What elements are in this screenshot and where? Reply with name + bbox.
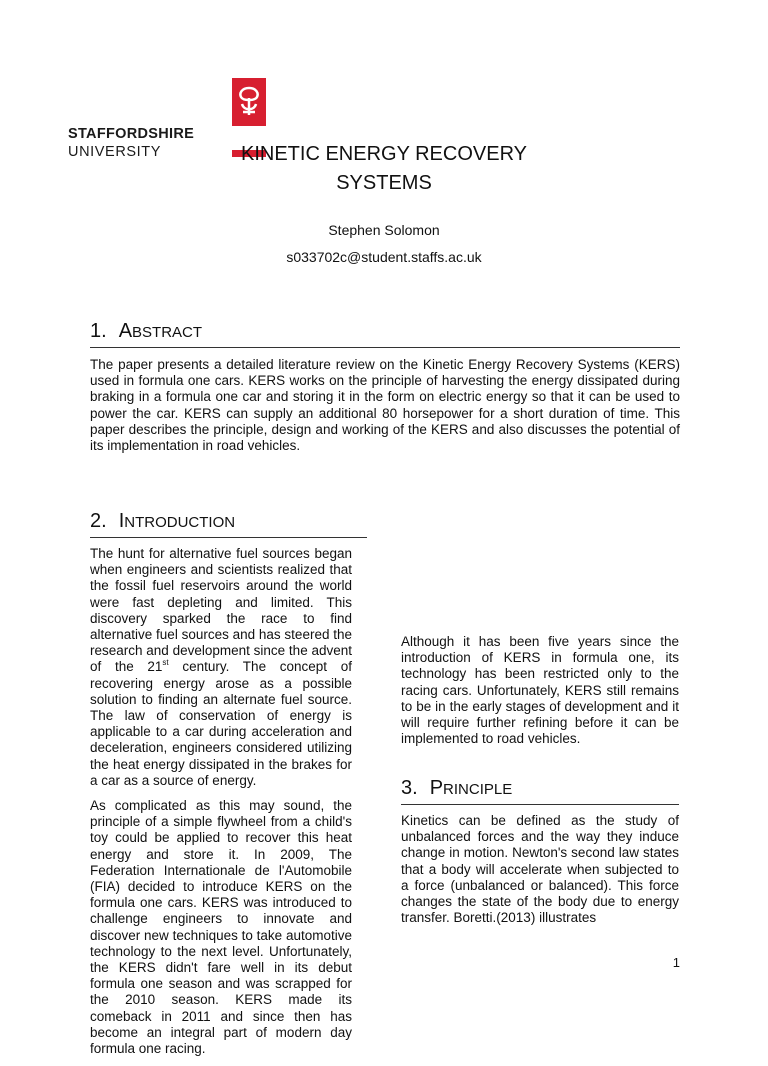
title-line-1: KINETIC ENERGY RECOVERY (241, 143, 527, 165)
abstract-heading (90, 320, 680, 348)
intro-p1-after: century. The concept of recovering energy arose as a possible solution to finding an alternate fuel source. The law of conservation of energy is applicable to a car during acceleration and deceleration, engineers considered utilizing the heat energy dissipated in the brakes for a car as a source of energy. (90, 659, 352, 788)
logo-name: STAFFORDSHIRE (68, 126, 195, 142)
principle-cap: P (429, 777, 444, 799)
page-number: 1 (672, 955, 680, 970)
introduction-paragraph-3: Although it has been five years since the introduction of KERS in formula one, its technology has been restricted only to the racing cars. Unfortunately, KERS still remains to be in the early stages of development and it will require further refining before it can be implemented to road vehicles. (401, 634, 679, 747)
logo-university: UNIVERSITY (68, 144, 162, 160)
introduction-body-left (90, 546, 352, 1066)
author-email: s033702c@student.staffs.ac.uk (286, 249, 482, 265)
title-line-2: SYSTEMS (336, 172, 432, 194)
introduction-paragraph-1 (90, 546, 352, 789)
intro-p1-sup: st (162, 658, 169, 668)
principle-paragraph: Kinetics can be defined as the study of unbalanced forces and the way they induce change in motion. Newton's second law states that a body will accelerate when subjected to a force (unbalanced or balanced). This force changes the state of the body due to energy transfer. Boretti.(2013) illustrates (401, 813, 679, 926)
logo-badge (232, 78, 266, 126)
abstract-body (90, 357, 680, 463)
knot-icon (236, 84, 262, 120)
abstract-paragraph: The paper presents a detailed literature review on the Kinetic Energy Recovery Systems (KERS) used in formula one cars. KERS works on the principle of harvesting the energy dissipated during braking in a formula one car and storing it in the form on electric energy so that it can be used to power the car. KERS can supply an additional 80 horsepower for a short duration of time. This paper describes the principle, design and working of the KERS and also discusses the potential of its implementation in road vehicles. (90, 357, 680, 454)
introduction-cap: I (118, 510, 125, 532)
abstract-rest: BSTRACT (132, 324, 203, 341)
introduction-body-right (401, 634, 679, 756)
introduction-heading (90, 510, 367, 538)
principle-heading (401, 777, 679, 805)
paper-title (180, 140, 588, 198)
principle-rest: RINCIPLE (443, 781, 513, 798)
abstract-cap: A (118, 320, 133, 342)
intro-p1-before: The hunt for alternative fuel sources began when engineers and scientists realized that the fossil fuel reservoirs around the world were fast depleting and limited. This discovery sparked the race to find alternative fuel sources and has steered the research and development since the advent of the 21 (90, 546, 352, 675)
introduction-paragraph-2: As complicated as this may sound, the principle of a simple flywheel from a child's toy could be applied to recover this heat energy and store it. In 2009, The Federation Internationale de l'Automobile (FIA) decided to introduce KERS on the formula one cars. KERS was introduced to challenge engineers to innovate and discover new techniques to take automotive technology to the next level. Unfortunately, the KERS didn't fare well in its debut formula one season and was scrapped for the 2010 season. KERS made its comeback in 2011 and since then has become an integral part of modern day formula one racing. (90, 798, 352, 1057)
principle-number: 3. (401, 777, 418, 799)
introduction-rest: NTRODUCTION (124, 514, 236, 531)
author-name: Stephen Solomon (328, 222, 440, 238)
principle-body (401, 813, 679, 935)
abstract-number: 1. (90, 320, 107, 342)
introduction-number: 2. (90, 510, 107, 532)
